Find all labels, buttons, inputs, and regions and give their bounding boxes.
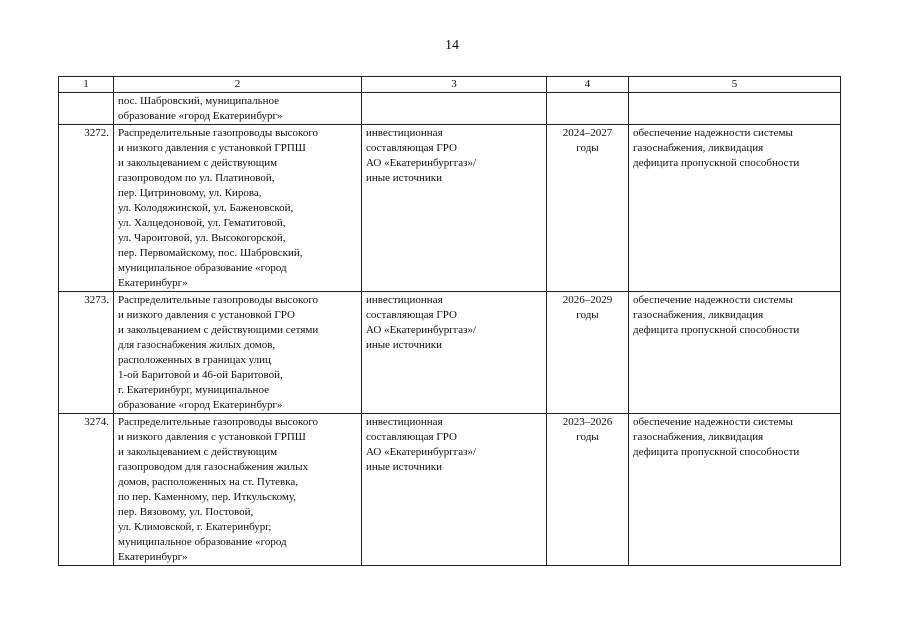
project-name-cell — [114, 292, 362, 414]
text-line: составляющая ГРО — [366, 309, 457, 321]
funding-source-cell — [362, 292, 547, 414]
text-line: пос. Шабровский, муниципальное — [118, 95, 280, 107]
text-line: дефицита пропускной способности — [633, 446, 800, 458]
row-number-cell: 3273. — [59, 292, 114, 414]
header-col-2: 2 — [114, 77, 362, 93]
funding-source-cell — [362, 125, 547, 292]
text-line: АО «Екатеринбурггаз»/ — [366, 446, 477, 458]
goal-cell — [629, 414, 841, 566]
continuation-name-cell — [114, 93, 362, 125]
text-line: иные источники — [366, 172, 442, 184]
text-line: и низкого давления с установкой ГРПШ — [118, 142, 306, 154]
project-name-cell — [114, 414, 362, 566]
text-line: пер. Первомайскому, пос. Шабровский, — [118, 247, 303, 259]
text-line: обеспечение надежности системы — [633, 294, 793, 306]
text-line: и закольцеванием с действующими сетями — [118, 324, 319, 336]
funding-source-cell — [362, 414, 547, 566]
text-line: инвестиционная — [366, 416, 443, 428]
text-line: и закольцеванием с действующим — [118, 446, 278, 458]
text-line: пер. Цитриновому, ул. Кирова, — [118, 187, 262, 199]
text-line: газопроводом для газоснабжения жилых — [118, 461, 309, 473]
text-line: годы — [576, 142, 599, 154]
header-col-1: 1 — [59, 77, 114, 93]
text-line: иные источники — [366, 461, 442, 473]
goal-cell — [629, 125, 841, 292]
text-line: пер. Вязовому, ул. Постовой, — [118, 506, 254, 518]
text-line: годы — [576, 309, 599, 321]
continuation-source-cell — [362, 93, 547, 125]
text-line: 1-ой Баритовой и 46-ой Баритовой, — [118, 369, 283, 381]
continuation-row — [59, 93, 841, 125]
text-line: Екатеринбург» — [118, 277, 188, 289]
text-line: газоснабжения, ликвидация — [633, 309, 764, 321]
text-line: дефицита пропускной способности — [633, 157, 800, 169]
text-line: и низкого давления с установкой ГРПШ — [118, 431, 306, 443]
text-line: годы — [576, 431, 599, 443]
header-col-3: 3 — [362, 77, 547, 93]
text-line: домов, расположенных на ст. Путевка, — [118, 476, 299, 488]
table-body — [59, 125, 841, 566]
page-number: 14 — [445, 38, 459, 53]
text-line: расположенных в границах улиц — [118, 354, 271, 366]
text-line: ул. Халцедоновой, ул. Гематитовой, — [118, 217, 286, 229]
header-col-5: 5 — [629, 77, 841, 93]
text-line: Распределительные газопроводы высокого — [118, 416, 319, 428]
text-line: для газоснабжения жилых домов, — [118, 339, 276, 351]
text-line: муниципальное образование «город — [118, 536, 287, 548]
text-line: ул. Климовской, г. Екатеринбург, — [118, 521, 272, 533]
text-line: и низкого давления с установкой ГРО — [118, 309, 295, 321]
text-line: дефицита пропускной способности — [633, 324, 800, 336]
text-line: АО «Екатеринбурггаз»/ — [366, 324, 477, 336]
text-line: ул. Колодяжинской, ул. Баженовской, — [118, 202, 294, 214]
text-line: 2024–2027 — [562, 127, 613, 139]
text-line: газоснабжения, ликвидация — [633, 431, 764, 443]
text-line: Распределительные газопроводы высокого — [118, 294, 319, 306]
project-name-cell — [114, 125, 362, 292]
text-line: ул. Чароитовой, ул. Высокогорской, — [118, 232, 286, 244]
text-line: газоснабжения, ликвидация — [633, 142, 764, 154]
text-line: составляющая ГРО — [366, 431, 457, 443]
row-number-cell: 3272. — [59, 125, 114, 292]
text-line: газопроводом по ул. Платиновой, — [118, 172, 275, 184]
text-line: образование «город Екатеринбург» — [118, 110, 283, 122]
text-line: АО «Екатеринбурггаз»/ — [366, 157, 477, 169]
text-line: г. Екатеринбург, муниципальное — [118, 384, 269, 396]
text-line: инвестиционная — [366, 127, 443, 139]
text-line: Распределительные газопроводы высокого — [118, 127, 319, 139]
investment-table — [58, 76, 841, 566]
text-line: обеспечение надежности системы — [633, 127, 793, 139]
text-line: инвестиционная — [366, 294, 443, 306]
table-row — [59, 292, 841, 414]
text-line: составляющая ГРО — [366, 142, 457, 154]
goal-cell — [629, 292, 841, 414]
text-line: 2023–2026 — [562, 416, 613, 428]
years-cell — [547, 292, 629, 414]
years-cell — [547, 125, 629, 292]
text-line: иные источники — [366, 339, 442, 351]
text-line: и закольцеванием с действующим — [118, 157, 278, 169]
text-line: муниципальное образование «город — [118, 262, 287, 274]
text-line: образование «город Екатеринбург» — [118, 399, 283, 411]
continuation-num-cell — [59, 93, 114, 125]
table-row — [59, 125, 841, 292]
text-line: Екатеринбург» — [118, 551, 188, 563]
continuation-years-cell — [547, 93, 629, 125]
header-col-4: 4 — [547, 77, 629, 93]
text-line: обеспечение надежности системы — [633, 416, 793, 428]
row-number-cell: 3274. — [59, 414, 114, 566]
years-cell — [547, 414, 629, 566]
text-line: по пер. Каменному, пер. Иткульскому, — [118, 491, 297, 503]
continuation-goal-cell — [629, 93, 841, 125]
text-line: 2026–2029 — [562, 294, 613, 306]
header-row — [59, 77, 841, 93]
table-row — [59, 414, 841, 566]
